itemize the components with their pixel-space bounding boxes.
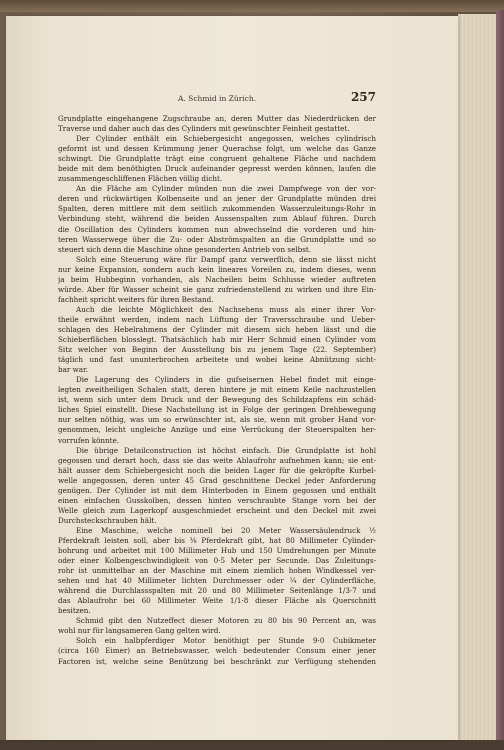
text-line: die Oscillation des Cylinders kommen nun abwechselnd die vorderen und hin-: [58, 224, 376, 234]
text-line: schlagen des Hebelrahmens der Cylinder mit diesem sich heben lässt und die: [58, 324, 376, 334]
text-line: (circa 160 Eimer) an Betriebswasser, welch bedeutender Consum einer jener: [58, 646, 376, 656]
text-line: Verbindung steht, während die beiden Aussenspalten zum Ablauf führen. Durch: [58, 214, 376, 224]
text-line: Schmid gibt den Nutzeffect dieser Motoren zu 80 bis 90 Percent an, was: [76, 616, 376, 626]
text-line: genommen, leicht ungleiche Anzüge und eine Verrückung der Steuerspalten her-: [58, 425, 376, 435]
text-line: oder einer Kolbengeschwindigkeit von 0·5 Meter per Secunde. Das Zuleitungs-: [58, 556, 376, 566]
text-line: Durchsteckschrauben hält.: [58, 515, 157, 525]
text-line: Die übrige Detailconstruction ist höchst einfach. Die Grundplatte ist hohl: [76, 445, 376, 455]
text-line: würde. Aber für Wasser scheint sie ganz zufriedenstellend zu wirken und ihre Ein-: [58, 284, 376, 294]
text-line: genügen. Der Cylinder ist mit dem Hinterboden in Einem gegossen und enthält: [58, 485, 376, 495]
text-line: Pferdekraft leisten soll, aber bis ⅜ Pferdekraft gibt, hat 80 Millimeter Cylinder-: [58, 535, 376, 545]
text-line: bohrung und arbeitet mit 100 Millimeter Hub und 150 Umdrehungen per Minute: [58, 546, 376, 556]
text-line: Grundplatte eingehangene Zugschraube an, deren Mutter das Niederdrücken der: [58, 114, 376, 123]
text-line: theile erwähnt werden, indem nach Lüftung der Traversschraube und Ueber-: [58, 314, 376, 324]
text-line: steuert sich denn die Maschine ohne gesonderten Antrieb von selbst.: [58, 244, 312, 254]
text-line: gegossen und derart hoch, dass sie das weite Ablaufrohr aufnehmen kann; sie ent-: [58, 455, 376, 465]
text-line: Solch ein halbpferdiger Motor benöthigt per Stunde 9·0 Cubikmeter: [76, 636, 376, 646]
book-cover-edge: [496, 10, 504, 750]
body-text: [58, 114, 376, 667]
book-cover-top: [0, 0, 504, 12]
text-line: Solch eine Steuerung wäre für Dampf ganz verwerflich, denn sie lässt nicht: [76, 254, 376, 264]
text-line: Die Lagerung des Cylinders in die gufseisernen Hebel findet mit einge-: [76, 375, 376, 385]
text-line: besitzen.: [58, 606, 91, 616]
text-line: Welle gleich zum Lagerkopf ausgeschmiedet erscheint und den Deckel mit zwei: [58, 505, 376, 515]
text-line: einen einfachen Gusskolben, dessen hinten verschraubte Stange vorn bei der: [58, 495, 376, 505]
text-line: Factoren ist, welche seine Benützung bei beschränkt zur Verfügung stehenden: [58, 656, 376, 666]
text-line: Spalten, deren mittlere mit dem seitlich zukommenden Wasserzuleitungs-Rohr in: [58, 204, 376, 214]
text-line: täglich und fast ununterbrochen arbeitete und wobei keine Abnützung sicht-: [58, 355, 376, 365]
text-line: wohl nur für langsameren Gang gelten wird.: [58, 626, 221, 636]
text-line: nur keine Expansion, sondern auch kein lineares Voreilen zu, indem dieses, wenn: [58, 264, 376, 274]
running-head: A. Schmid in Zürich.: [178, 94, 257, 103]
text-line: schwingt. Die Grundplatte trägt eine congruent gehaltene Fläche und nachdem: [58, 154, 376, 164]
text-line: Eine Maschine, welche nominell bei 20 Meter Wassersäulendruck ½: [76, 525, 376, 535]
page-header: [58, 92, 376, 106]
text-line: rohr ist unmittelbar an der Maschine mit einem ziemlich hohen Windkessel ver-: [58, 566, 376, 576]
text-line: deren und rückwärtigen Kolbenseite und an jener der Grundplatte münden drei: [58, 194, 376, 204]
book-cover-bottom: [0, 740, 504, 750]
text-line: beide mit dem benöthigten Druck aufeinander gepresst werden können, laufen die: [58, 164, 376, 174]
text-line: Schieberflächen blosslegt. Thatsächlich hab mir Herr Schmid einen Cylinder vom: [58, 335, 376, 345]
text-line: Auch die leichte Möglichkeit des Nachsehens muss als einer ihrer Vor-: [76, 304, 376, 314]
text-line: Traverse und daher auch das des Cylinders mit gewünschter Feinheit gestattet.: [58, 124, 350, 134]
text-line: welle angegossen, deren unter 45 Grad geschnittene Deckel jeder Anforderung: [58, 475, 376, 485]
text-line: nur selten nöthig, was um so erwünschter ist, als sie, wenn mit grober Hand vor-: [58, 415, 376, 425]
text-line: sehen und hat 40 Millimeter lichten Durchmesser oder ¼ der Cylinderfläche,: [58, 576, 376, 586]
text-line: vorrufen könnte.: [58, 435, 120, 445]
text-line: Sitz welcher von Beginn der Ausstellung bis zu jenem Tage (22. September): [58, 345, 376, 355]
text-line: ist, wenn sich unter dem Druck und der Bewegung des Schildzapfens ein schäd-: [58, 395, 376, 405]
text-line: geformt ist und dessen Krümmung jener Querachse folgt, um welche das Ganze: [58, 144, 376, 154]
text-line: bar war.: [58, 365, 88, 375]
text-line: hält ausser dem Schiebergesicht noch die beiden Lager für die gekröpfte Kurbel-: [58, 465, 376, 475]
text-line: An die Fläche am Cylinder münden nun die zwei Dampfwege von der vor-: [76, 184, 376, 194]
text-line: liches Spiel einstellt. Diese Nachstellung ist in Folge der geringen Drehbewegung: [58, 405, 376, 415]
text-line: zusammengeschliffenen Flächen völlig dicht.: [58, 174, 223, 184]
text-line: das Ablaufrohr bei 60 Millimeter Weite 1/1·8 dieser Fläche als Querschnitt: [58, 596, 376, 606]
text-line: Der Cylinder enthält ein Schiebergesicht angegossen, welches cylindrisch: [76, 134, 376, 144]
text-line: legten zweitheiligen Schalen statt, deren hintere je mit einem Keile nachzustellen: [58, 385, 376, 395]
text-line: fachheit spricht weiters für ihren Bestand.: [58, 294, 214, 304]
page-edges: [458, 14, 498, 740]
text-line: ja beim Hubbeginn vorhanden, als Nacheilen beim Schlusse wieder auftreten: [58, 274, 376, 284]
text-line: während die Durchlassspalten mit 20 und 80 Millimeter Seitenlänge 1/3·7 und: [58, 586, 376, 596]
text-line: teren Wasserwege über die Zu- oder Abströmspalten an die Grundplatte und so: [58, 234, 376, 244]
page-number: 257: [350, 90, 376, 104]
